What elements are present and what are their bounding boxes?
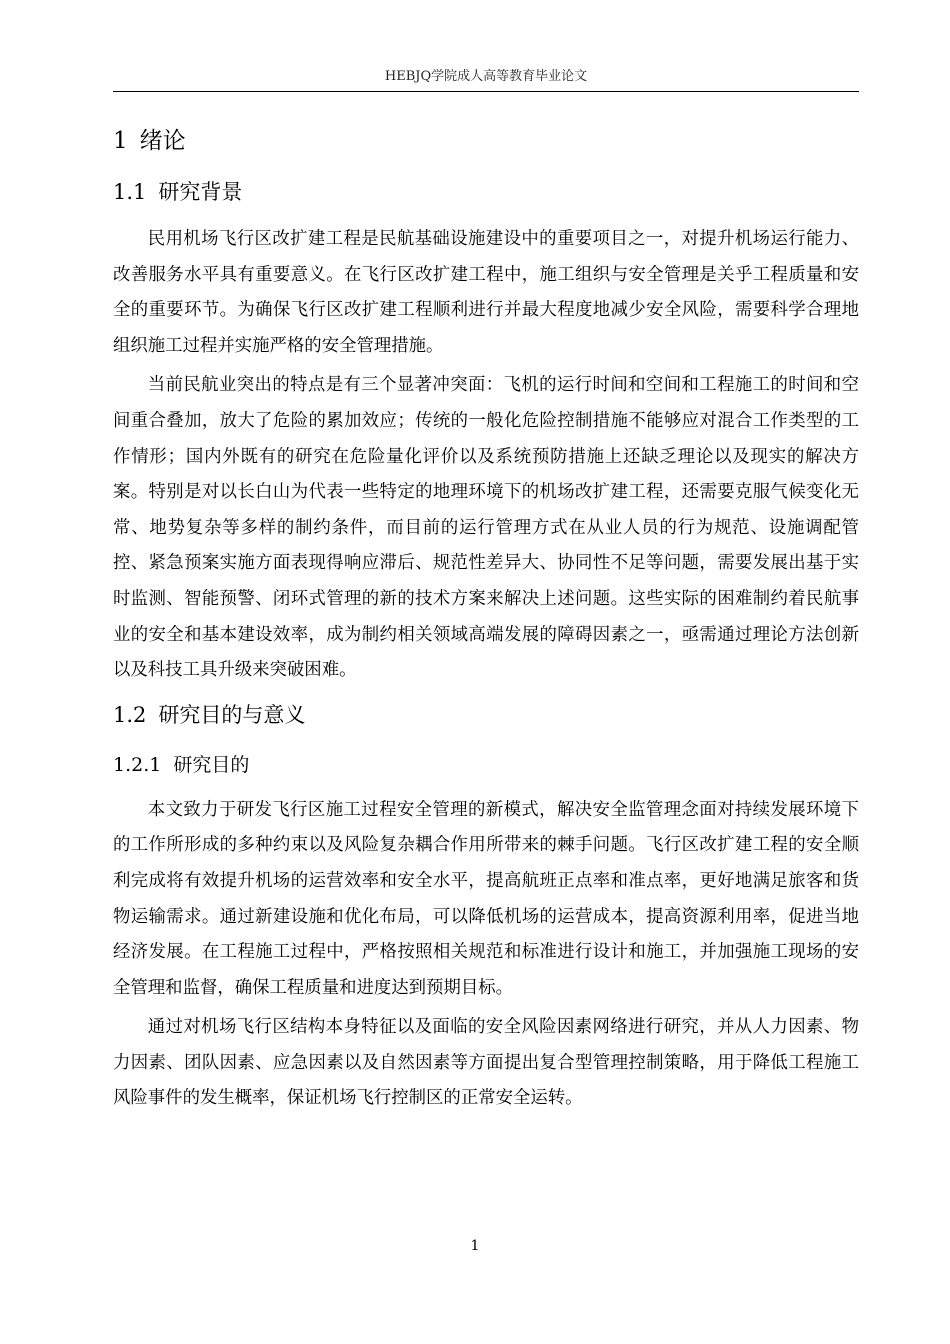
section-number: 1.2 <box>113 702 147 727</box>
header-rule <box>113 91 859 92</box>
running-header: HEBJQ学院成人高等教育毕业论文 <box>384 69 588 84</box>
paragraph: 当前民航业突出的特点是有三个显著冲突面：飞机的运行时间和空间和工程施工的时间和空间重合叠加，放大了危险的累加效应；传统的一般化危险控制措施不能够应对混合工作类型的工作情形；国内外既有的研究在危险量化评价以及系统预防措施上还缺乏理论以及现实的解决方案。特别是对以长白山为代表一些特定的地理环境下的机场改扩建工程，还需要克服气候变化无常、地势复杂等多样的制约条件，而目前的运行管理方式在从业人员的行为规范、设施调配管控、紧急预案实施方面表现得响应滞后、规范性差异大、协同性不足等问题，需要发展出基于实时监测、智能预警、闭环式管理的新的技术方案来解决上述问题。这些实际的困难制约着民航事业的安全和基本建设效率，成为制约相关领域高端发展的障碍因素之一，亟需通过理论方法创新以及科技工具升级来突破困难。 <box>113 375 859 681</box>
subsection-title: 研究目的 <box>173 753 250 776</box>
section-heading-1-1 <box>113 170 859 214</box>
paragraph: 本文致力于研发飞行区施工过程安全管理的新模式，解决安全监管理念面对持续发展环境下的工作所形成的多种约束以及风险复杂耦合作用所带来的棘手问题。飞行区改扩建工程的安全顺利完成将有效提升机场的运营效率和安全水平，提高航班正点率和准点率，更好地满足旅客和货物运输需求。通过新建设施和优化布局，可以降低机场的运营成本，提高资源利用率，促进当地经济发展。在工程施工过程中，严格按照相关规范和标准进行设计和施工，并加强施工现场的安全管理和监督，确保工程质量和进度达到预期目标。 <box>113 799 859 998</box>
section-heading-1-2 <box>113 693 859 737</box>
paragraph: 通过对机场飞行区结构本身特征以及面临的安全风险因素网络进行研究，并从人力因素、物力因素、团队因素、应急因素以及自然因素等方面提出复合型管理控制策略，用于降低工程施工风险事件的发生概率，保证机场飞行控制区的正常安全运转。 <box>113 1017 859 1109</box>
chapter-heading <box>113 118 859 164</box>
page-body <box>113 118 859 1121</box>
section-title: 研究目的与意义 <box>158 702 306 727</box>
section-number: 1.1 <box>113 180 147 204</box>
page-number: 1 <box>470 1238 480 1254</box>
subsection-number: 1.2.1 <box>113 753 162 776</box>
subsection-heading-1-2-1 <box>113 745 859 785</box>
chapter-title: 绪论 <box>139 128 186 154</box>
section-title: 研究背景 <box>158 180 243 204</box>
paragraph: 民用机场飞行区改扩建工程是民航基础设施建设中的重要项目之一，对提升机场运行能力、改善服务水平具有重要意义。在飞行区改扩建工程中，施工组织与安全管理是关乎工程质量和安全的重要环节。为确保飞行区改扩建工程顺利进行并最大程度地减少安全风险，需要科学合理地组织施工过程并实施严格的安全管理措施。 <box>113 229 859 356</box>
chapter-number: 1 <box>113 128 128 154</box>
